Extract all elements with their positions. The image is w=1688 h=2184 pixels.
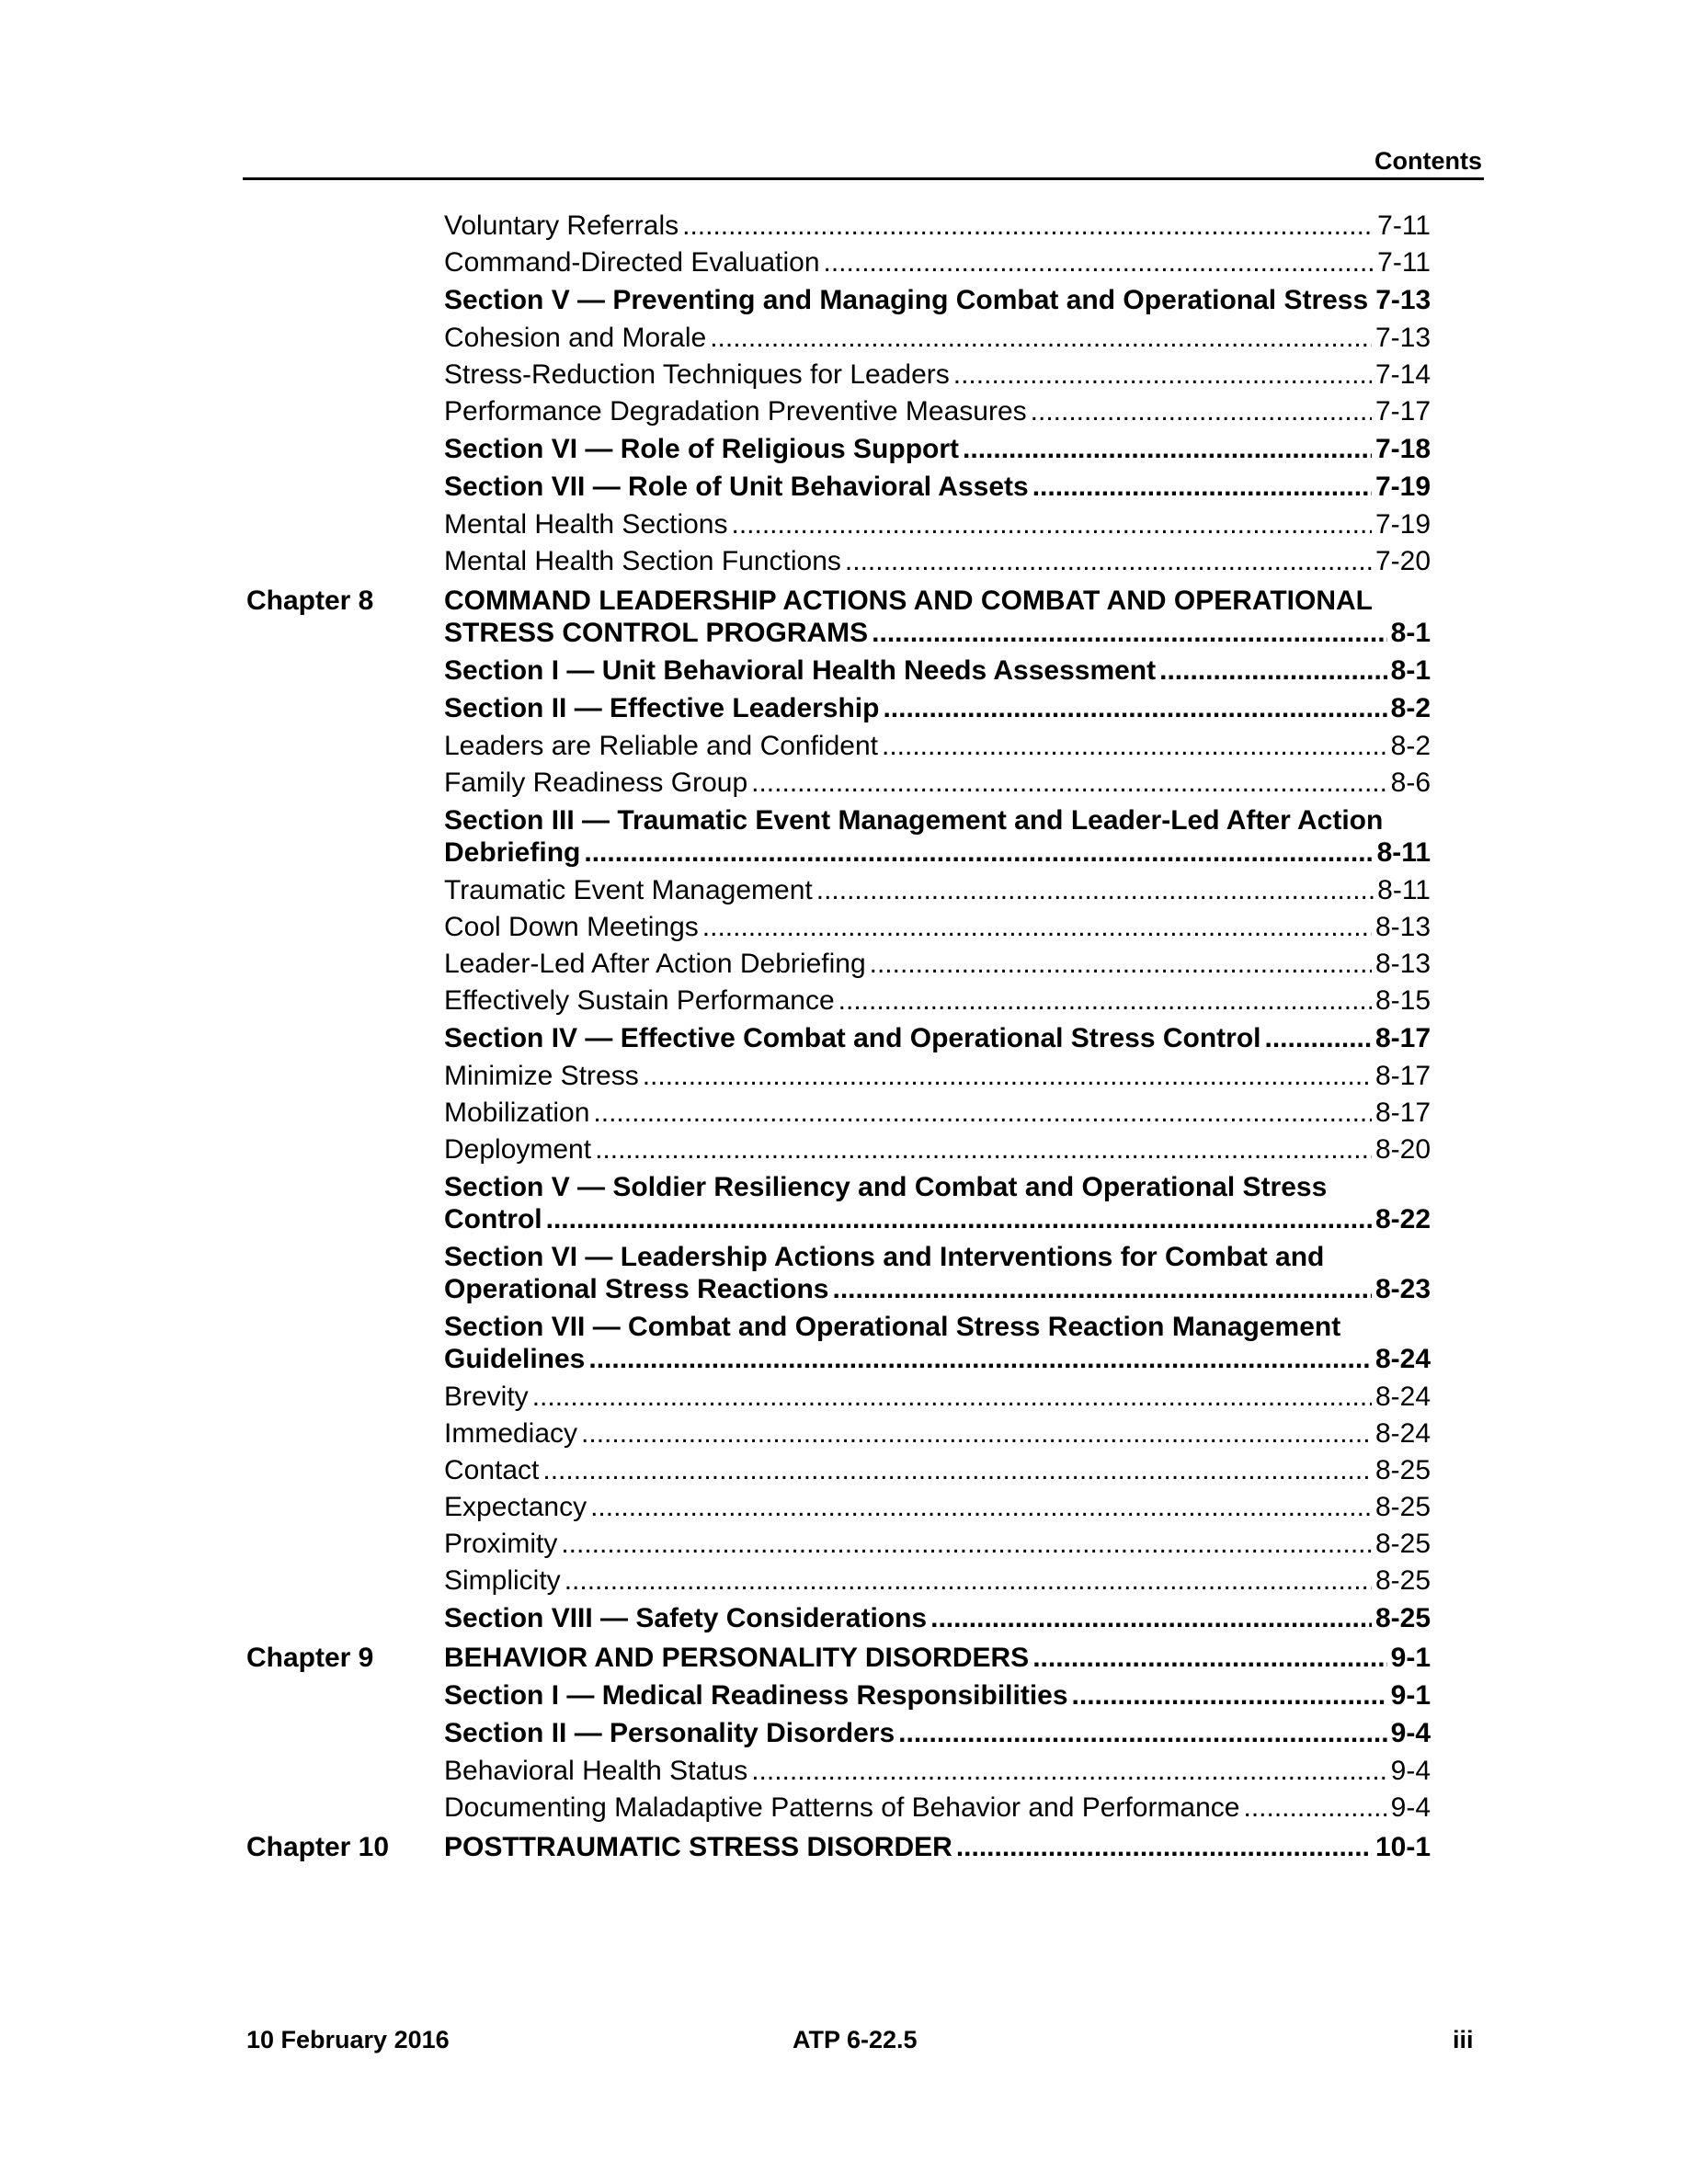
- toc-page-number: 7-11: [1377, 247, 1431, 278]
- toc-page-number: 8-25: [1374, 1455, 1431, 1485]
- dot-leader: [898, 1717, 1386, 1749]
- header-rule: [243, 177, 1484, 180]
- toc-entry[interactable]: [444, 1417, 1431, 1450]
- chapter-label: Chapter 8: [246, 586, 374, 616]
- toc-page-number: 8-17: [1374, 1061, 1431, 1091]
- toc-entries: [444, 210, 1431, 577]
- dot-leader: [1072, 1679, 1387, 1712]
- dot-leader: [751, 767, 1387, 799]
- toc-entry-title: Performance Degradation Preventive Measures: [444, 396, 1027, 427]
- dot-leader: [816, 874, 1374, 906]
- toc-entry-title: Section VII — Role of Unit Behavioral Assets: [444, 472, 1029, 502]
- toc-entry[interactable]: [444, 508, 1431, 540]
- toc-entry-title: Mental Health Section Functions: [444, 546, 841, 576]
- toc-entry-title: Immediacy: [444, 1418, 578, 1449]
- toc-entry[interactable]: [444, 1060, 1431, 1092]
- dot-leader: [1243, 1792, 1386, 1824]
- toc-entry-title: Proximity: [444, 1529, 558, 1559]
- toc-entry[interactable]: [444, 1171, 1431, 1235]
- toc-entry[interactable]: [444, 804, 1431, 869]
- toc-page-number: 10-1: [1374, 1832, 1431, 1862]
- toc-entry-title: BEHAVIOR AND PERSONALITY DISORDERS: [444, 1643, 1030, 1673]
- chapter-label: Chapter 9: [246, 1643, 374, 1673]
- running-header: Contents: [1374, 147, 1482, 175]
- footer-page-number: iii: [1453, 2026, 1474, 2053]
- toc-entry[interactable]: [444, 210, 1431, 242]
- dot-leader: [710, 322, 1372, 354]
- toc-entry[interactable]: [444, 1381, 1431, 1413]
- toc-page-number: 8-24: [1374, 1382, 1431, 1412]
- toc-page-number: 7-17: [1374, 396, 1431, 427]
- toc-entry[interactable]: [444, 1133, 1431, 1166]
- toc-entries: [444, 1831, 1431, 1863]
- toc-entry-title-continued: Guidelines: [444, 1344, 586, 1374]
- toc-page-number: 8-24: [1374, 1344, 1431, 1374]
- toc-entry-title: Family Readiness Group: [444, 768, 748, 798]
- toc-entry[interactable]: [444, 692, 1431, 724]
- dot-leader: [956, 1831, 1372, 1863]
- dot-leader: [588, 1343, 1372, 1375]
- toc-page-number: 8-11: [1376, 837, 1431, 868]
- chapter-label: Chapter 10: [246, 1832, 390, 1862]
- dot-leader: [838, 984, 1372, 1017]
- toc-entry[interactable]: [444, 1491, 1431, 1523]
- toc-page-number: 7-20: [1374, 546, 1431, 576]
- toc-entry[interactable]: [444, 1454, 1431, 1486]
- toc-entry-title: Deployment: [444, 1134, 592, 1165]
- toc-entry-title: Stress-Reduction Techniques for Leaders: [444, 359, 950, 390]
- toc-entry-title: Section V — Soldier Resiliency and Combat and Operational Stress: [444, 1172, 1328, 1202]
- dot-leader: [1032, 1642, 1386, 1674]
- toc-entry[interactable]: [444, 545, 1431, 577]
- toc-entry[interactable]: [444, 284, 1431, 316]
- dot-leader: [963, 433, 1372, 465]
- toc-entry-title: Section VIII — Safety Considerations: [444, 1603, 928, 1633]
- toc-entry-title: Section III — Traumatic Event Management and Leader-Led After Action: [444, 805, 1384, 836]
- toc-entry[interactable]: [444, 1241, 1431, 1305]
- dot-leader: [882, 730, 1387, 762]
- dot-leader: [565, 1564, 1372, 1597]
- toc-entry[interactable]: [444, 471, 1431, 503]
- toc-entry[interactable]: [444, 730, 1431, 762]
- dot-leader: [561, 1528, 1372, 1560]
- toc-entry-title-continued: Operational Stress Reactions: [444, 1274, 829, 1304]
- dot-leader: [870, 948, 1372, 980]
- toc-page-number: 8-17: [1374, 1023, 1431, 1053]
- toc-entry[interactable]: [444, 1792, 1431, 1824]
- toc-entry-title: Section II — Personality Disorders: [444, 1718, 895, 1748]
- table-of-contents: [246, 210, 1431, 1869]
- toc-page-number: 8-25: [1374, 1529, 1431, 1559]
- toc-entry-title: Leader-Led After Action Debriefing: [444, 949, 866, 979]
- toc-entries: [444, 1642, 1431, 1824]
- toc-entry-title: Section VI — Leadership Actions and Interventions for Combat and: [444, 1242, 1325, 1272]
- dot-leader: [682, 210, 1374, 242]
- toc-page-number: 7-19: [1374, 509, 1431, 540]
- toc-entry-title: Mental Health Sections: [444, 509, 728, 540]
- dot-leader: [751, 1755, 1386, 1787]
- toc-page-number: 7-11: [1377, 210, 1431, 241]
- toc-entry-title: Section II — Effective Leadership: [444, 693, 880, 723]
- toc-entry-title: Section VII — Combat and Operational Stress Reaction Management: [444, 1312, 1341, 1342]
- toc-chapter-group: [246, 210, 1431, 577]
- toc-entry-title: Brevity: [444, 1382, 529, 1412]
- toc-page-number: 8-25: [1374, 1492, 1431, 1522]
- toc-page-number: 8-24: [1374, 1418, 1431, 1449]
- toc-entry-title: Section IV — Effective Combat and Operational Stress Control: [444, 1023, 1261, 1053]
- toc-entry[interactable]: [444, 767, 1431, 799]
- dot-leader: [930, 1602, 1372, 1634]
- footer-publication: ATP 6-22.5: [793, 2026, 918, 2053]
- toc-entry-title: Documenting Maladaptive Patterns of Behavior and Performance: [444, 1792, 1240, 1823]
- toc-page-number: 7-18: [1374, 434, 1431, 464]
- toc-entry-title: Simplicity: [444, 1565, 561, 1596]
- dot-leader: [845, 545, 1372, 577]
- dot-leader: [590, 1491, 1372, 1523]
- toc-entry[interactable]: [444, 1022, 1431, 1054]
- toc-entry[interactable]: [444, 911, 1431, 943]
- toc-chapter-group: [246, 1831, 1431, 1863]
- toc-entry-title: Command-Directed Evaluation: [444, 247, 820, 278]
- toc-entry-title: COMMAND LEADERSHIP ACTIONS AND COMBAT AND OPERATIONAL: [444, 586, 1373, 616]
- footer-date: 10 February 2016: [246, 2026, 450, 2053]
- toc-entry[interactable]: [444, 654, 1431, 687]
- dot-leader: [532, 1381, 1372, 1413]
- dot-leader: [824, 246, 1374, 279]
- toc-entry[interactable]: [444, 1831, 1431, 1863]
- toc-entry[interactable]: [444, 395, 1431, 427]
- dot-leader: [832, 1273, 1371, 1305]
- toc-entry[interactable]: [444, 358, 1431, 391]
- toc-page-number: 7-13: [1374, 323, 1431, 353]
- toc-entry-title: POSTTRAUMATIC STRESS DISORDER: [444, 1832, 952, 1862]
- toc-page-number: 8-15: [1374, 985, 1431, 1016]
- toc-page-number: 9-4: [1390, 1792, 1431, 1823]
- toc-page-number: 8-17: [1374, 1098, 1431, 1128]
- toc-entry[interactable]: [444, 1097, 1431, 1129]
- toc-entry-title: Mobilization: [444, 1098, 590, 1128]
- toc-entry[interactable]: [444, 1642, 1431, 1674]
- toc-entry[interactable]: [444, 246, 1431, 279]
- toc-page-number: 8-1: [1390, 618, 1431, 648]
- dot-leader: [1159, 654, 1387, 687]
- toc-entry[interactable]: [444, 1755, 1431, 1787]
- toc-entry-title: Behavioral Health Status: [444, 1756, 748, 1786]
- toc-page-number: 8-25: [1374, 1603, 1431, 1633]
- toc-page-number: 9-4: [1390, 1718, 1431, 1748]
- toc-entry-title: Expectancy: [444, 1492, 587, 1522]
- dot-leader: [584, 836, 1373, 869]
- toc-page-number: 9-1: [1390, 1643, 1431, 1673]
- toc-page-number: 9-4: [1390, 1756, 1431, 1786]
- toc-entry[interactable]: [444, 1717, 1431, 1749]
- toc-entry-title: Voluntary Referrals: [444, 210, 679, 241]
- dot-leader: [732, 508, 1372, 540]
- toc-entry[interactable]: [444, 1311, 1431, 1375]
- toc-page-number: 7-14: [1374, 359, 1431, 390]
- toc-entry[interactable]: [444, 1602, 1431, 1634]
- toc-page-number: 7-19: [1374, 472, 1431, 502]
- dot-leader: [953, 358, 1372, 391]
- toc-entry[interactable]: [444, 433, 1431, 465]
- dot-leader: [595, 1133, 1372, 1166]
- toc-page-number: 8-13: [1374, 949, 1431, 979]
- toc-entry-title: Cohesion and Morale: [444, 323, 707, 353]
- dot-leader: [643, 1060, 1372, 1092]
- toc-entry-title: Minimize Stress: [444, 1061, 639, 1091]
- toc-entry-title: Section I — Medical Readiness Responsibilities: [444, 1680, 1068, 1711]
- dot-leader: [546, 1203, 1372, 1235]
- toc-page-number: 8-2: [1390, 731, 1431, 761]
- toc-entry[interactable]: [444, 585, 1431, 649]
- dot-leader: [593, 1097, 1372, 1129]
- toc-chapter-group: [246, 585, 1431, 1634]
- toc-entry[interactable]: [444, 984, 1431, 1017]
- toc-entry-title: Section VI — Role of Religious Support: [444, 434, 960, 464]
- dot-leader: [883, 692, 1386, 724]
- toc-entry-title: Cool Down Meetings: [444, 912, 699, 942]
- toc-page-number: 8-25: [1374, 1565, 1431, 1596]
- toc-entry[interactable]: [444, 1528, 1431, 1560]
- dot-leader: [1031, 395, 1372, 427]
- toc-page-number: 8-2: [1390, 693, 1431, 723]
- toc-page-number: 8-22: [1374, 1204, 1431, 1234]
- toc-page-number: 8-20: [1374, 1134, 1431, 1165]
- toc-page-number: 7-13: [1375, 285, 1431, 315]
- toc-page-number: 8-11: [1377, 875, 1431, 905]
- toc-entry[interactable]: [444, 1564, 1431, 1597]
- toc-page-number: 8-23: [1374, 1274, 1431, 1304]
- toc-page-number: 8-6: [1390, 768, 1431, 798]
- toc-entry-title-continued: Control: [444, 1204, 542, 1234]
- toc-entry-title-continued: STRESS CONTROL PROGRAMS: [444, 618, 869, 648]
- toc-entry[interactable]: [444, 874, 1431, 906]
- toc-entry-title: Contact: [444, 1455, 540, 1485]
- toc-entry-title: Section I — Unit Behavioral Health Needs Assessment: [444, 655, 1157, 686]
- dot-leader: [581, 1417, 1372, 1450]
- toc-entry[interactable]: [444, 1679, 1431, 1712]
- toc-page-number: 8-13: [1374, 912, 1431, 942]
- toc-entry-title: Leaders are Reliable and Confident: [444, 731, 878, 761]
- toc-entry-title: Effectively Sustain Performance: [444, 985, 835, 1016]
- dot-leader: [702, 911, 1372, 943]
- toc-entry-title-continued: Debriefing: [444, 837, 581, 868]
- toc-entry[interactable]: [444, 948, 1431, 980]
- toc-entries: [444, 585, 1431, 1634]
- toc-entry-title: Section V — Preventing and Managing Combat and Operational Stress: [444, 285, 1369, 315]
- toc-chapter-group: [246, 1642, 1431, 1824]
- toc-page-number: 9-1: [1390, 1680, 1431, 1711]
- toc-entry-title: Traumatic Event Management: [444, 875, 813, 905]
- dot-leader: [872, 617, 1386, 649]
- toc-page-number: 8-1: [1390, 655, 1431, 686]
- dot-leader: [1032, 471, 1372, 503]
- dot-leader: [542, 1454, 1372, 1486]
- toc-entry[interactable]: [444, 322, 1431, 354]
- dot-leader: [1265, 1022, 1372, 1054]
